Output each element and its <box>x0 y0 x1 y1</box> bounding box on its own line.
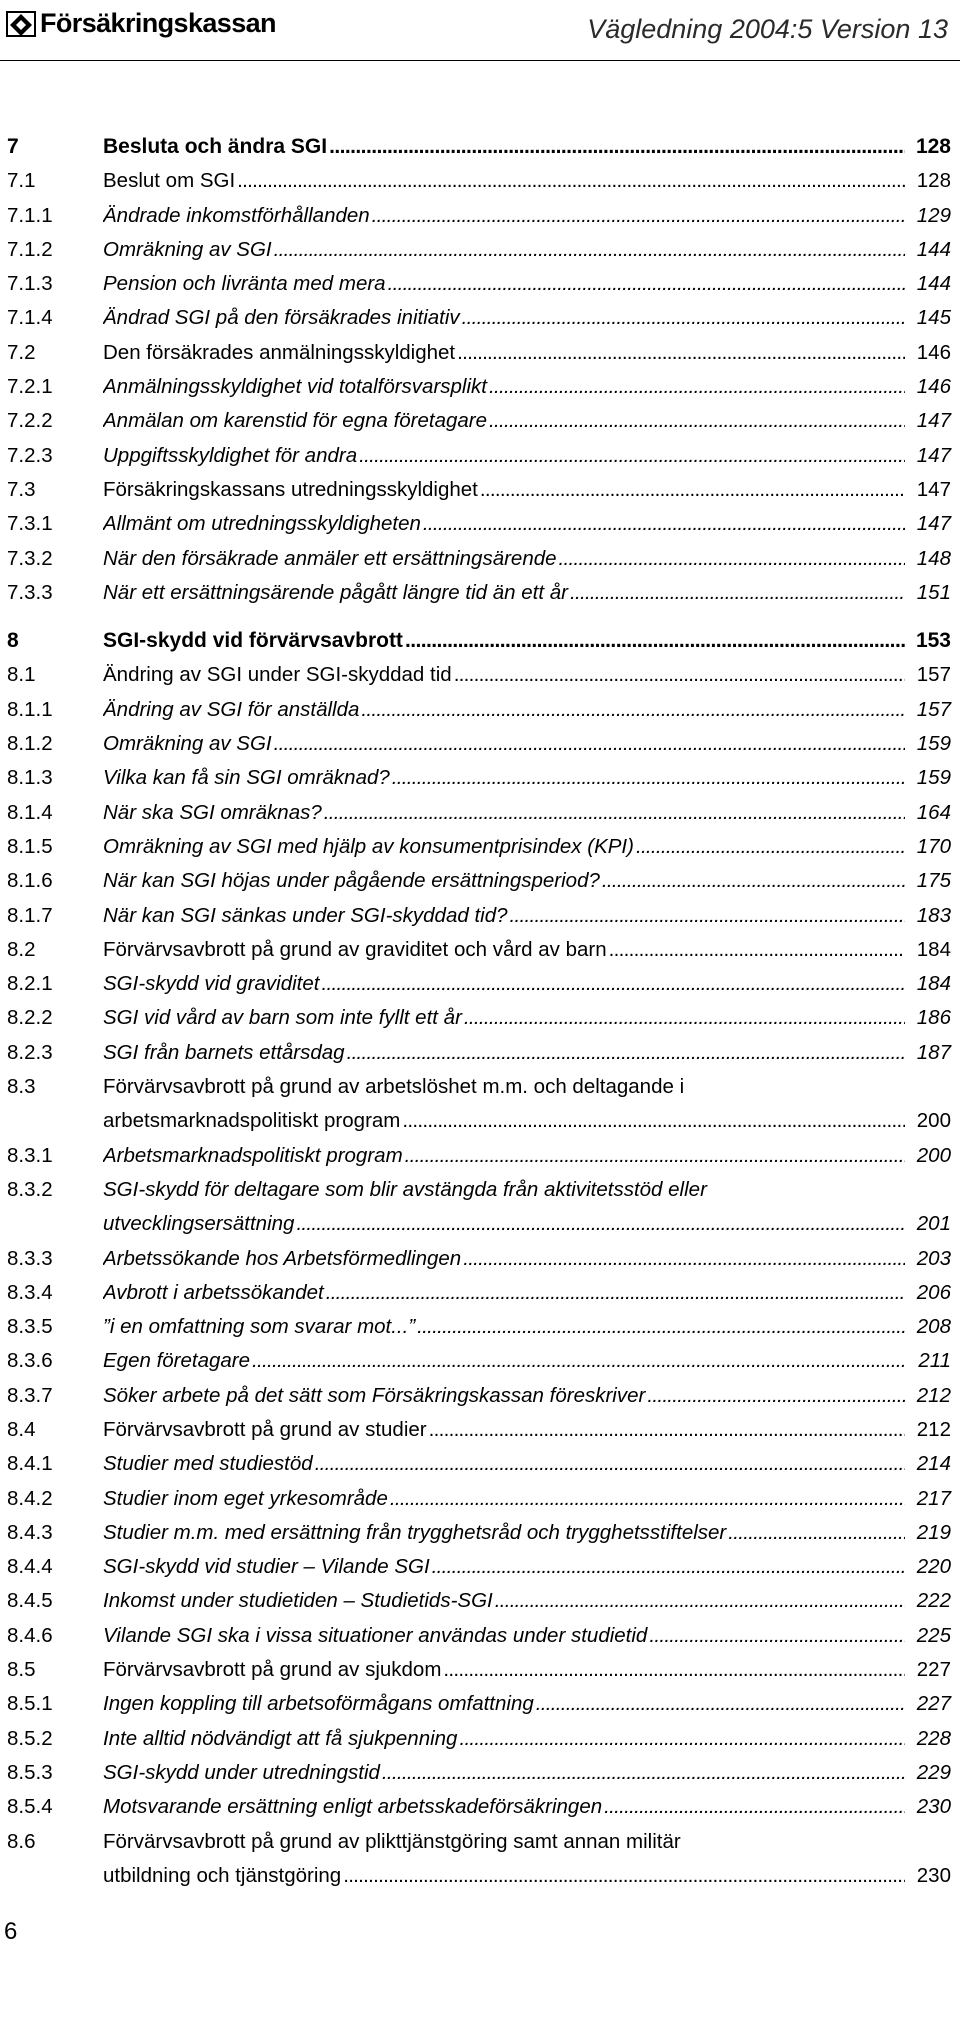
toc-entry-number: 8.5.4 <box>7 1795 53 1819</box>
toc-entry[interactable] <box>7 1310 951 1344</box>
toc-entry[interactable] <box>7 1036 951 1070</box>
toc-entry-page: 159 <box>916 766 951 790</box>
toc-entry[interactable] <box>7 164 951 198</box>
toc-entry-page: 175 <box>916 869 951 893</box>
leader-dots <box>510 899 905 933</box>
leader-dots <box>296 1207 905 1241</box>
toc-entry[interactable] <box>7 1379 951 1413</box>
leader-dots <box>429 1413 905 1447</box>
toc-entry-title: Omräkning av SGI <box>103 732 272 756</box>
toc-entry-number: 8.2 <box>7 937 36 961</box>
leader-dots <box>609 933 905 967</box>
toc-entry-page: 144 <box>916 272 951 296</box>
toc-entry-title: Förvärvsavbrott på grund av graviditet och vård av barn <box>103 937 607 961</box>
toc-entry[interactable] <box>7 370 951 404</box>
toc-entry-number: 7.2.2 <box>7 409 53 433</box>
toc-entry-number: 8.1.2 <box>7 732 53 756</box>
leader-dots <box>463 1242 905 1276</box>
toc-entry-page: 228 <box>916 1726 951 1750</box>
toc-entry-page: 183 <box>916 903 951 927</box>
toc-entry[interactable] <box>7 1482 951 1516</box>
leader-dots <box>372 199 905 233</box>
leader-dots <box>252 1344 905 1378</box>
toc-entry[interactable] <box>7 1653 951 1687</box>
toc-entry-page: 217 <box>916 1486 951 1510</box>
toc-entry-title: Förvärvsavbrott på grund av studier <box>103 1417 427 1441</box>
toc-entry-number: 8.4.1 <box>7 1452 53 1476</box>
toc-entry-title: Den försäkrades anmälningsskyldighet <box>103 340 456 364</box>
leader-dots <box>649 1619 905 1653</box>
toc-entry-title-line1: Förvärvsavbrott på grund av arbetslöshet m.m. och deltagande i <box>103 1075 685 1099</box>
toc-entry-title: När ska SGI omräknas? <box>103 800 322 824</box>
toc-entry-number: 8.4.3 <box>7 1520 53 1544</box>
toc-entry-page: 225 <box>916 1623 951 1647</box>
toc-entry[interactable] <box>7 1447 951 1481</box>
toc-entry-page: 222 <box>916 1589 951 1613</box>
toc-entry-number: 7.2.3 <box>7 443 53 467</box>
toc-entry-page: 186 <box>916 1006 951 1030</box>
leader-dots <box>464 1001 905 1035</box>
leader-dots <box>274 727 905 761</box>
toc-entry-number: 7.2.1 <box>7 375 53 399</box>
toc-entry-title: Beslut om SGI <box>103 169 236 193</box>
toc-entry-title: Studier med studiestöd <box>103 1452 313 1476</box>
toc-entry[interactable] <box>7 1070 951 1139</box>
toc-entry[interactable] <box>7 899 951 933</box>
leader-dots <box>647 1379 905 1413</box>
leader-dots <box>570 576 905 610</box>
toc-entry[interactable] <box>7 1001 951 1035</box>
toc-entry-page: 151 <box>916 580 951 604</box>
toc-entry[interactable] <box>7 967 951 1001</box>
toc-entry[interactable] <box>7 1550 951 1584</box>
toc-entry-title: Ändring av SGI under SGI-skyddad tid <box>103 663 452 687</box>
toc-entry-number: 8.3.3 <box>7 1246 53 1270</box>
toc-entry[interactable] <box>7 1242 951 1276</box>
leader-dots <box>480 473 905 507</box>
leader-dots <box>728 1516 905 1550</box>
toc-entry[interactable] <box>7 1344 951 1378</box>
toc-entry-title: Förvärvsavbrott på grund av sjukdom <box>103 1658 442 1682</box>
toc-entry-title: SGI-skydd vid graviditet <box>103 972 320 996</box>
toc-entry[interactable] <box>7 761 951 795</box>
toc-entry-page: 212 <box>916 1383 951 1407</box>
toc-entry[interactable] <box>7 1687 951 1721</box>
toc-entry-number: 7.1.2 <box>7 237 53 261</box>
toc-entry[interactable] <box>7 1756 951 1790</box>
leader-dots <box>324 796 905 830</box>
toc-entry-page: 157 <box>916 663 951 687</box>
toc-entry-number: 8.5.3 <box>7 1760 53 1784</box>
toc-entry-title: Inte alltid nödvändigt att få sjukpenning <box>103 1726 458 1750</box>
toc-entry-page: 184 <box>916 937 951 961</box>
toc-entry-page: 230 <box>916 1863 951 1887</box>
leader-dots <box>326 1276 905 1310</box>
toc-entry[interactable] <box>7 796 951 830</box>
toc-entry-number: 8.3.2 <box>7 1177 53 1201</box>
toc-entry-page: 164 <box>916 800 951 824</box>
leader-dots <box>343 1859 905 1893</box>
toc-entry-page: 147 <box>916 512 951 536</box>
leader-dots <box>359 439 905 473</box>
leader-dots <box>347 1036 905 1070</box>
toc-entry-title: utbildning och tjänstgöring <box>103 1863 342 1887</box>
toc-entry-number: 8.1 <box>7 663 36 687</box>
toc-entry-title: Arbetsmarknadspolitiskt program <box>103 1143 403 1167</box>
toc-entry[interactable] <box>7 439 951 473</box>
toc-entry-page: 227 <box>916 1692 951 1716</box>
toc-entry[interactable] <box>7 693 951 727</box>
toc-entry-title: Anmälningsskyldighet vid totalförsvarsplikt <box>103 375 487 399</box>
toc-entry-number: 8.3.6 <box>7 1349 53 1373</box>
toc-entry-number: 8.5.1 <box>7 1692 53 1716</box>
toc-entry-number: 7.3.1 <box>7 512 53 536</box>
toc-entry-title: Pension och livränta med mera <box>103 272 386 296</box>
toc-entry-title: Egen företagare <box>103 1349 251 1373</box>
document-version: Vägledning 2004:5 Version 13 <box>587 14 948 44</box>
toc-entry[interactable] <box>7 1825 951 1894</box>
toc-entry-title: Besluta och ändra SGI <box>103 135 328 158</box>
toc-entry[interactable] <box>7 1584 951 1618</box>
toc-entry-page: 200 <box>916 1109 951 1133</box>
toc-entry-title: Ändring av SGI för anställda <box>103 697 360 721</box>
leader-dots <box>321 967 905 1001</box>
table-of-contents <box>7 130 951 1893</box>
leader-dots <box>382 1756 905 1790</box>
toc-entry-title: utvecklingsersättning <box>103 1212 295 1236</box>
toc-entry-page: 230 <box>916 1795 951 1819</box>
toc-entry-title: SGI-skydd vid studier – Vilande SGI <box>103 1555 430 1579</box>
toc-entry[interactable] <box>7 1790 951 1824</box>
toc-entry-page: 148 <box>916 546 951 570</box>
toc-entry-title: SGI vid vård av barn som inte fyllt ett år <box>103 1006 462 1030</box>
brand-name: Försäkringskassan <box>40 8 276 38</box>
toc-entry[interactable] <box>7 727 951 761</box>
toc-entry-title: Studier inom eget yrkesområde <box>103 1486 388 1510</box>
toc-entry[interactable] <box>7 864 951 898</box>
toc-entry-number: 8.3.5 <box>7 1315 53 1339</box>
toc-entry-title: Ändrad SGI på den försäkrades initiativ <box>103 306 460 330</box>
toc-entry-title: När kan SGI sänkas under SGI-skyddad tid? <box>103 903 508 927</box>
toc-entry-number: 7.3.2 <box>7 546 53 570</box>
leader-dots <box>604 1790 905 1824</box>
toc-entry-number: 8.4.4 <box>7 1555 53 1579</box>
page-header <box>0 0 960 62</box>
leader-dots <box>361 693 905 727</box>
toc-entry-number: 8.3.7 <box>7 1383 53 1407</box>
toc-entry-number: 8 <box>7 629 19 653</box>
toc-entry-title: Vilka kan få sin SGI omräknad? <box>103 766 390 790</box>
toc-entry-number: 7.1.4 <box>7 306 53 330</box>
toc-entry-title: Omräkning av SGI med hjälp av konsumentprisindex (KPI) <box>103 834 634 858</box>
toc-entry-number: 8.1.7 <box>7 903 53 927</box>
toc-entry-page: 153 <box>915 629 951 653</box>
brand-logo <box>6 8 276 39</box>
leader-dots <box>237 164 905 198</box>
toc-entry[interactable] <box>7 1276 951 1310</box>
toc-entry[interactable] <box>7 301 951 335</box>
toc-entry-title: ”i en omfattning som svarar mot...” <box>103 1315 416 1339</box>
leader-dots <box>636 830 905 864</box>
toc-entry-number: 8.2.3 <box>7 1040 53 1064</box>
leader-dots <box>390 1482 905 1516</box>
toc-entry[interactable] <box>7 576 951 610</box>
toc-entry-page: 220 <box>916 1555 951 1579</box>
toc-entry-page: 147 <box>916 477 951 501</box>
toc-entry-number: 8.4.6 <box>7 1623 53 1647</box>
toc-entry-title: Söker arbete på det sätt som Försäkringskassan föreskriver <box>103 1383 646 1407</box>
toc-entry-title: Omräkning av SGI <box>103 237 272 261</box>
toc-entry[interactable] <box>7 267 951 301</box>
toc-entry-number: 8.2.2 <box>7 1006 53 1030</box>
leader-dots <box>536 1687 905 1721</box>
toc-entry[interactable] <box>7 1516 951 1550</box>
toc-entry-number: 7 <box>7 135 19 158</box>
leader-dots <box>274 233 905 267</box>
toc-entry-page: 212 <box>916 1417 951 1441</box>
toc-entry-number: 7.3 <box>7 477 36 501</box>
toc-entry-page: 128 <box>915 135 951 158</box>
toc-entry-title: Inkomst under studietiden – Studietids-SGI <box>103 1589 493 1613</box>
leader-dots <box>559 542 905 576</box>
toc-entry-title: Arbetssökande hos Arbetsförmedlingen <box>103 1246 462 1270</box>
toc-entry[interactable] <box>7 404 951 438</box>
toc-entry-page: 170 <box>916 834 951 858</box>
toc-entry-page: 214 <box>916 1452 951 1476</box>
toc-entry[interactable] <box>7 1173 951 1242</box>
leader-dots <box>443 1653 905 1687</box>
toc-entry[interactable] <box>7 1413 951 1447</box>
toc-entry-title: Försäkringskassans utredningsskyldighet <box>103 477 478 501</box>
leader-dots <box>392 761 905 795</box>
toc-entry-page: 146 <box>916 340 951 364</box>
toc-entry-page: 147 <box>916 443 951 467</box>
toc-entry-title: Allmänt om utredningsskyldigheten <box>103 512 421 536</box>
page-number: 6 <box>4 1918 18 1945</box>
toc-entry-title-line1: SGI-skydd för deltagare som blir avstängda från aktivitetsstöd eller <box>103 1177 707 1201</box>
toc-entry-page: 129 <box>916 203 951 227</box>
toc-entry-number: 8.4.5 <box>7 1589 53 1613</box>
leader-dots <box>459 1722 905 1756</box>
toc-entry-title: Vilande SGI ska i vissa situationer användas under studietid <box>103 1623 648 1647</box>
toc-entry-number: 8.1.4 <box>7 800 53 824</box>
toc-entry-title: arbetsmarknadspolitiskt program <box>103 1109 401 1133</box>
toc-entry-page: 206 <box>916 1280 951 1304</box>
toc-entry-page: 187 <box>916 1040 951 1064</box>
leader-dots <box>454 658 905 692</box>
leader-dots <box>462 301 905 335</box>
toc-entry-number: 8.1.3 <box>7 766 53 790</box>
toc-entry-title-line1: Förvärvsavbrott på grund av plikttjänstgöring samt annan militär <box>103 1829 681 1853</box>
toc-entry-number: 7.2 <box>7 340 36 364</box>
toc-entry-number: 8.5.2 <box>7 1726 53 1750</box>
toc-entry-title: Avbrott i arbetssökandet <box>103 1280 324 1304</box>
toc-entry-page: 219 <box>916 1520 951 1544</box>
leader-dots <box>315 1447 905 1481</box>
toc-entry-title: SGI från barnets ettårsdag <box>103 1040 345 1064</box>
toc-entry-number: 8.4 <box>7 1417 36 1441</box>
leader-dots <box>495 1584 905 1618</box>
toc-entry-number: 8.1.1 <box>7 697 53 721</box>
toc-entry-title: Ändrade inkomstförhållanden <box>103 203 370 227</box>
leader-dots <box>417 1310 905 1344</box>
toc-entry-number: 8.4.2 <box>7 1486 53 1510</box>
header-divider <box>0 60 960 61</box>
toc-entry-number: 8.3.1 <box>7 1143 53 1167</box>
toc-entry[interactable] <box>7 542 951 576</box>
toc-entry-number: 7.3.3 <box>7 580 53 604</box>
toc-entry-number: 8.5 <box>7 1658 36 1682</box>
toc-chapter[interactable] <box>7 624 951 658</box>
toc-entry[interactable] <box>7 1722 951 1756</box>
toc-entry-number: 7.1.3 <box>7 272 53 296</box>
brand-logo-icon <box>6 10 36 38</box>
toc-entry-title: Ingen koppling till arbetsoförmågans omfattning <box>103 1692 534 1716</box>
toc-entry-page: 145 <box>916 306 951 330</box>
toc-entry[interactable] <box>7 473 951 507</box>
leader-dots <box>457 336 905 370</box>
toc-entry-page: 147 <box>916 409 951 433</box>
toc-entry-title: SGI-skydd vid förvärvsavbrott <box>103 629 403 653</box>
toc-entry-number: 8.3.4 <box>7 1280 53 1304</box>
toc-entry[interactable] <box>7 199 951 233</box>
leader-dots <box>432 1550 905 1584</box>
toc-entry-number: 8.2.1 <box>7 972 53 996</box>
toc-entry-number: 8.1.5 <box>7 834 53 858</box>
toc-entry-page: 146 <box>916 375 951 399</box>
toc-entry-page: 208 <box>916 1315 951 1339</box>
toc-entry-page: 144 <box>916 237 951 261</box>
toc-entry-number: 7.1 <box>7 169 36 193</box>
toc-entry-title: Motsvarande ersättning enligt arbetsskadeförsäkringen <box>103 1795 603 1819</box>
toc-entry-number: 8.3 <box>7 1075 36 1099</box>
leader-dots <box>388 267 905 301</box>
leader-dots <box>402 1104 905 1138</box>
toc-entry[interactable] <box>7 830 951 864</box>
toc-entry-title: När ett ersättningsärende pågått längre tid än ett år <box>103 580 568 604</box>
toc-chapter[interactable] <box>7 130 951 164</box>
toc-entry-number: 7.1.1 <box>7 203 53 227</box>
toc-entry[interactable] <box>7 233 951 267</box>
leader-dots <box>423 507 905 541</box>
toc-entry-page: 200 <box>916 1143 951 1167</box>
toc-entry-page: 229 <box>916 1760 951 1784</box>
toc-entry-page: 184 <box>916 972 951 996</box>
toc-entry[interactable] <box>7 658 951 692</box>
toc-entry[interactable] <box>7 336 951 370</box>
leader-dots <box>405 1139 905 1173</box>
toc-entry-title: Studier m.m. med ersättning från trygghetsråd och trygghetsstiftelser <box>103 1520 727 1544</box>
toc-entry-title: När den försäkrade anmäler ett ersättningsärende <box>103 546 557 570</box>
toc-entry-page: 227 <box>916 1658 951 1682</box>
leader-dots <box>489 370 905 404</box>
toc-entry-title: SGI-skydd under utredningstid <box>103 1760 380 1784</box>
leader-dots <box>602 864 905 898</box>
toc-entry[interactable] <box>7 1139 951 1173</box>
leader-dots <box>405 624 905 658</box>
toc-entry-page: 157 <box>916 697 951 721</box>
toc-entry-page: 211 <box>918 1349 951 1373</box>
leader-dots <box>329 130 905 164</box>
toc-entry-page: 128 <box>916 169 951 193</box>
toc-entry[interactable] <box>7 933 951 967</box>
toc-entry[interactable] <box>7 1619 951 1653</box>
toc-entry-number: 8.1.6 <box>7 869 53 893</box>
toc-entry-title: Uppgiftsskyldighet för andra <box>103 443 358 467</box>
leader-dots <box>489 404 905 438</box>
toc-entry-title: Anmälan om karenstid för egna företagare <box>103 409 488 433</box>
toc-entry-number: 8.6 <box>7 1829 36 1853</box>
toc-entry[interactable] <box>7 507 951 541</box>
toc-entry-page: 159 <box>916 732 951 756</box>
toc-entry-page: 203 <box>916 1246 951 1270</box>
toc-entry-title: När kan SGI höjas under pågående ersättningsperiod? <box>103 869 600 893</box>
toc-entry-page: 201 <box>916 1212 951 1236</box>
